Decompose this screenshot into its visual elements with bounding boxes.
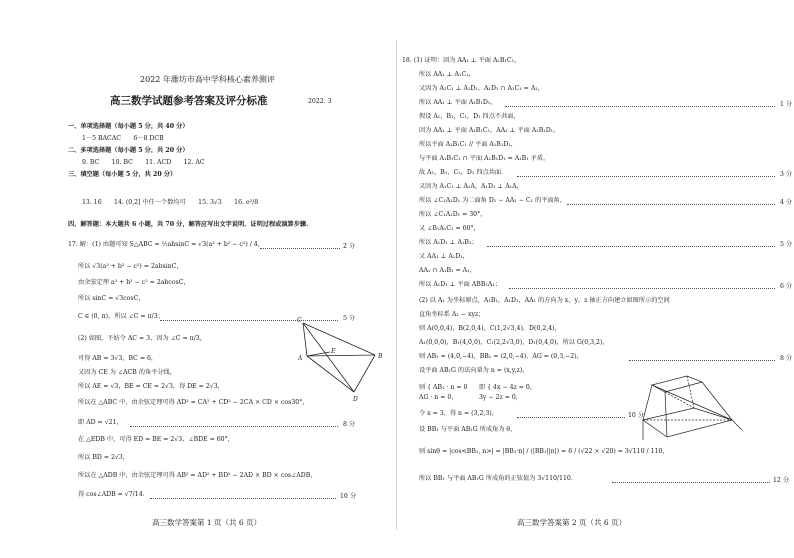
section-1-answers: 1－5 BACAC 6－8 DCB [82, 135, 164, 142]
section-1-heading: 一、单项选择题（每小题 5 分，共 40 分） [68, 123, 189, 130]
section-2-heading: 二、多项选择题（每小题 5 分，共 20 分） [68, 147, 189, 154]
q17-line-13: 所以 BD = 2√3， [78, 454, 129, 461]
exam-title: 2022 年潍坊市高中学科核心素养测评 [140, 75, 275, 84]
q18-line-21: A₁(0,0,0)，B₁(4,0,0)，C₁(2,2√3,0)，D₁(0,4,0)，所以 G(0,3,2)， [419, 339, 609, 346]
score-12: 12 分 [773, 477, 790, 484]
q18-line-4: 所以 AA₁ ⊥ 平面 A₁B₁D₁， [419, 99, 497, 106]
q17-line-4: 所以 sinC = √3cosC， [78, 295, 145, 302]
q18-line-5: 假设 A₁，B₁，C₁，D₁ 四点不共面， [419, 113, 520, 120]
section-3-heading: 三、填空题（每小题 5 分，共 20 分） [68, 171, 177, 178]
label-b: B [378, 353, 383, 360]
q17-line-3: 由余弦定理 a² + b² − c² = 2abcosC， [78, 279, 190, 286]
q17-line-9: 所以 AE = √3，BE = CE = 2√3，得 DE = 2√3， [78, 383, 224, 390]
label-a: A [298, 355, 303, 362]
score-5: 5 分 [780, 241, 793, 248]
q18-line-12: 所以 ∠C₁A₁D₁ = 30°， [419, 211, 487, 218]
q18-line-18: (2) 以 A₁ 为坐标原点，A₁B₁，A₁D₁，AA₁ 的方向为 x，y，z 轴正方向建立如图所示的空间 [419, 297, 670, 304]
q18-line-14: 所以 A₁D₁ ⊥ A₁B₁； [419, 239, 478, 246]
score-8: 8 分 [780, 355, 793, 362]
q17-line-1: 17. 解：(1) 由题可知 S△ABC = ½absinC = √3(a² + b² − c²) / 4， [68, 241, 264, 248]
score-1: 1 分 [780, 101, 793, 108]
label-d: D [353, 396, 358, 403]
q18-line-28: 所以 BB₁ 与平面 AB₁G 所成角的正弦值为 3√110/110． [419, 475, 578, 482]
q18-line-9: 故 A₁，B₁，C₁，D₁ 四点共面． [419, 169, 508, 176]
q18-line-2: 所以 AA₁ ⊥ A₁C₁， [419, 71, 475, 78]
q18-line-24a: 则 { AB₁ · n = 0 [419, 384, 468, 391]
q18-line-27: 则 sinθ = |cos<BB₁, n>| = |BB₁·n| / (|BB₁||n|) = 6 / (√22 × √20) = 3√110 / 110， [419, 448, 669, 455]
q18-line-24c: 即 { 4x − 4z = 0， [479, 384, 537, 391]
q17-line-8: 又因为 CE 为 ∠ACB 的角平分线， [78, 369, 176, 376]
q18-line-8: 与平面 A₁B₁C₁ ∩ 平面 A₁B₁D₁ = A₁B₁ 矛盾， [419, 155, 550, 162]
score-3: 3 分 [780, 171, 793, 178]
right-page [397, 0, 794, 558]
label-e: E [331, 348, 336, 355]
q17-line-14: 所以在 △ADB 中，由余弦定理可得 AB² = AD² + BD² − 2AD × BD × cos∠ADB， [78, 472, 317, 479]
score-5: 5 分 [343, 315, 356, 322]
q17-line-10: 所以在 △ABC 中，由余弦定理可得 AD² = CA² + CD² − 2CA × CD × cos30°， [78, 399, 309, 406]
q18-line-15: 又 AA₁ ⊥ A₁D₁， [419, 253, 469, 260]
section-3-answers: 13. 16 14. (0,2] 中任一个数均可 15. 3√3 16. e²/8 [82, 199, 259, 206]
q17-line-6: (2) 如图，不妨令 AC = 3，因为 ∠C = π/3， [78, 335, 206, 342]
q17-line-12: 在 △EDB 中，可得 ED = BE = 2√3，∠BDE = 60°， [78, 436, 234, 443]
exam-date: 2022. 3 [308, 98, 332, 105]
q18-line-1: 18. (1) 证明：因为 AA₁ ⊥ 平面 A₁B₁C₁， [402, 57, 521, 64]
left-footer: 高三数学答案第 1 页（共 6 页） [152, 518, 262, 527]
score-4: 4 分 [780, 199, 793, 206]
right-footer: 高三数学答案第 2 页（共 6 页） [517, 518, 627, 527]
q17-line-5: C ∈ (0, π)，所以 ∠C = π/3； [78, 313, 164, 320]
section-2-answers: 9. BC 10. BC 11. ACD 12. AC [82, 159, 205, 166]
q18-line-20: 则 A(0,0,4)，B(2,0,4)，C(1,2√3,4)，D(0,2,4)， [419, 325, 561, 332]
q18-line-3: 又因为 A₁C₁ ⊥ A₁D₁，A₁D₁ ∩ A₁C₁ = A₁， [419, 85, 544, 92]
q18-line-22: 则 AB₁ = (4,0,−4)，BB₁ = (2,0,−4)，AG = (0,3,−2)， [419, 353, 583, 360]
q17-line-11: 即 AD = √21， [78, 419, 123, 426]
score-2: 2 分 [343, 243, 356, 250]
q18-line-25: 令 x = 3，得 n = (3,2,3)， [419, 410, 498, 417]
q18-line-23: 设平面 AB₁G 的法向量为 n = (x,y,z)， [419, 367, 529, 374]
q18-line-13: 又 ∠B₁A₁C₁ = 60°， [419, 225, 480, 232]
q18-line-24b: AG · n = 0， [419, 394, 458, 401]
q17-line-15: 得 cos∠ADB = √7/14． [78, 491, 149, 498]
q18-line-19: 直角坐标系 A₁ − xyz； [419, 311, 485, 318]
q18-line-24d: 3y − 2z = 0， [479, 394, 522, 401]
q18-line-17: 所以 A₁D₁ ⊥ 平面 ABB₁A₁； [419, 281, 502, 288]
section-4-heading: 四、解答题：本大题共 6 小题，共 70 分，解答应写出文字说明、证明过程或演算步骤. [68, 221, 309, 228]
q17-line-7: 可得 AB = 3√3，BC = 6， [78, 355, 158, 362]
q18-line-6: 因为 AA₁ ⊥ 平面 A₁B₁C₁，AA₁ ⊥ 平面 A₁B₁D₁， [419, 127, 560, 134]
q18-line-11: 所以 ∠C₁A₁D₁ 为二面角 D₁ − AA₁ − C₁ 的平面角， [419, 197, 567, 204]
frustum-figure [397, 0, 794, 558]
q18-line-10: 又因为 A₁C₁ ⊥ A₁A，A₁D₁ ⊥ A₁A， [419, 183, 523, 190]
answer-key-title: 高三数学试题参考答案及评分标准 [110, 95, 268, 107]
q18-line-26: 设 BB₁ 与平面 AB₁G 所成角为 θ， [419, 426, 517, 433]
score-8: 8 分 [343, 421, 356, 428]
score-10: 10 分 [628, 412, 645, 419]
score-6: 6 分 [780, 283, 793, 290]
label-c: C [297, 317, 302, 324]
q18-line-7: 所以平面 A₁B₁C₁ // 平面 A₁B₁D₁， [419, 141, 517, 148]
score-10: 10 分 [340, 493, 357, 500]
q17-line-2: 所以 √3(a² + b² − c²) = 2absinC， [78, 263, 183, 270]
q18-line-16: AA₁ ∩ A₁B₁ = A₁， [419, 267, 476, 274]
